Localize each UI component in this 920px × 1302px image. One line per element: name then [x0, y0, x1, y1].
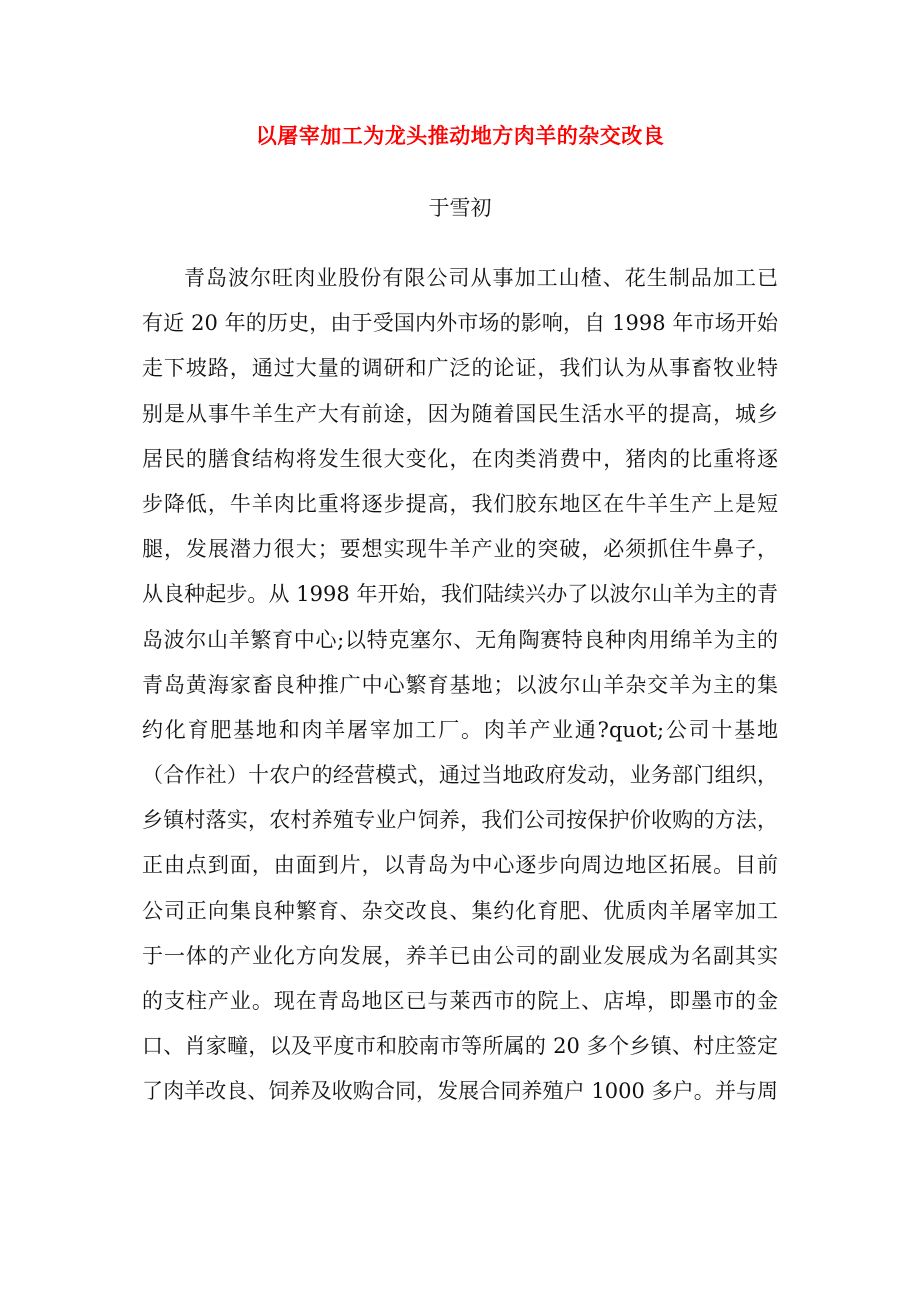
document-author: 于雪初 [428, 196, 492, 220]
body-line: 的支柱产业。现在青岛地区已与莱西市的院上、店埠，即墨市的金 [142, 989, 778, 1013]
body-line: 有近 20 年的历史，由于受国内外市场的影响，自 1998 年市场开始 [142, 311, 778, 336]
body-line: 走下坡路，通过大量的调研和广泛的论证，我们认为从事畜牧业特 [142, 356, 778, 381]
body-line: 居民的膳食结构将发生很大变化，在肉类消费中，猪肉的比重将逐 [142, 446, 778, 471]
body-line: （合作社）十农户的经营模式，通过当地政府发动，业务部门组织， [142, 763, 778, 788]
body-line: 从良种起步。从 1998 年开始，我们陆续兴办了以波尔山羊为主的青 [142, 582, 778, 607]
body-line: 于一体的产业化方向发展，养羊已由公司的副业发展成为名副其实 [142, 943, 778, 968]
document-title: 以屠宰加工为龙头推动地方肉羊的杂交改良 [255, 123, 665, 148]
body-line: 岛波尔山羊繁育中心;以特克塞尔、无角陶赛特良种肉用绵羊为主的 [142, 627, 778, 652]
body-line: 腿，发展潜力很大；要想实现牛羊产业的突破，必须抓住牛鼻子， [142, 537, 778, 562]
body-line: 正由点到面，由面到片，以青岛为中心逐步向周边地区拓展。目前 [142, 853, 778, 878]
body-line: 口、肖家疃，以及平度市和胶南市等所属的 20 多个乡镇、村庄签定 [142, 1034, 778, 1059]
body-line: 青岛黄海家畜良种推广中心繁育基地；以波尔山羊杂交羊为主的集 [142, 672, 778, 697]
body-paragraph [142, 256, 778, 1115]
body-line: 青岛波尔旺肉业股份有限公司从事加工山楂、花生制品加工已 [184, 266, 778, 290]
body-line: 步降低，牛羊肉比重将逐步提高，我们胶东地区在牛羊生产上是短 [142, 491, 778, 516]
body-line: 约化育肥基地和肉羊屠宰加工厂。肉羊产业通?quot;公司十基地 [142, 717, 778, 742]
body-line: 公司正向集良种繁育、杂交改良、集约化育肥、优质肉羊屠宰加工 [142, 898, 778, 923]
body-line: 别是从事牛羊生产大有前途，因为随着国民生活水平的提高，城乡 [142, 401, 778, 426]
body-line: 了肉羊改良、饲养及收购合同，发展合同养殖户 1000 多户。并与周 [142, 1079, 778, 1104]
body-line: 乡镇村落实，农村养殖专业户饲养，我们公司按保护价收购的方法， [142, 808, 778, 833]
